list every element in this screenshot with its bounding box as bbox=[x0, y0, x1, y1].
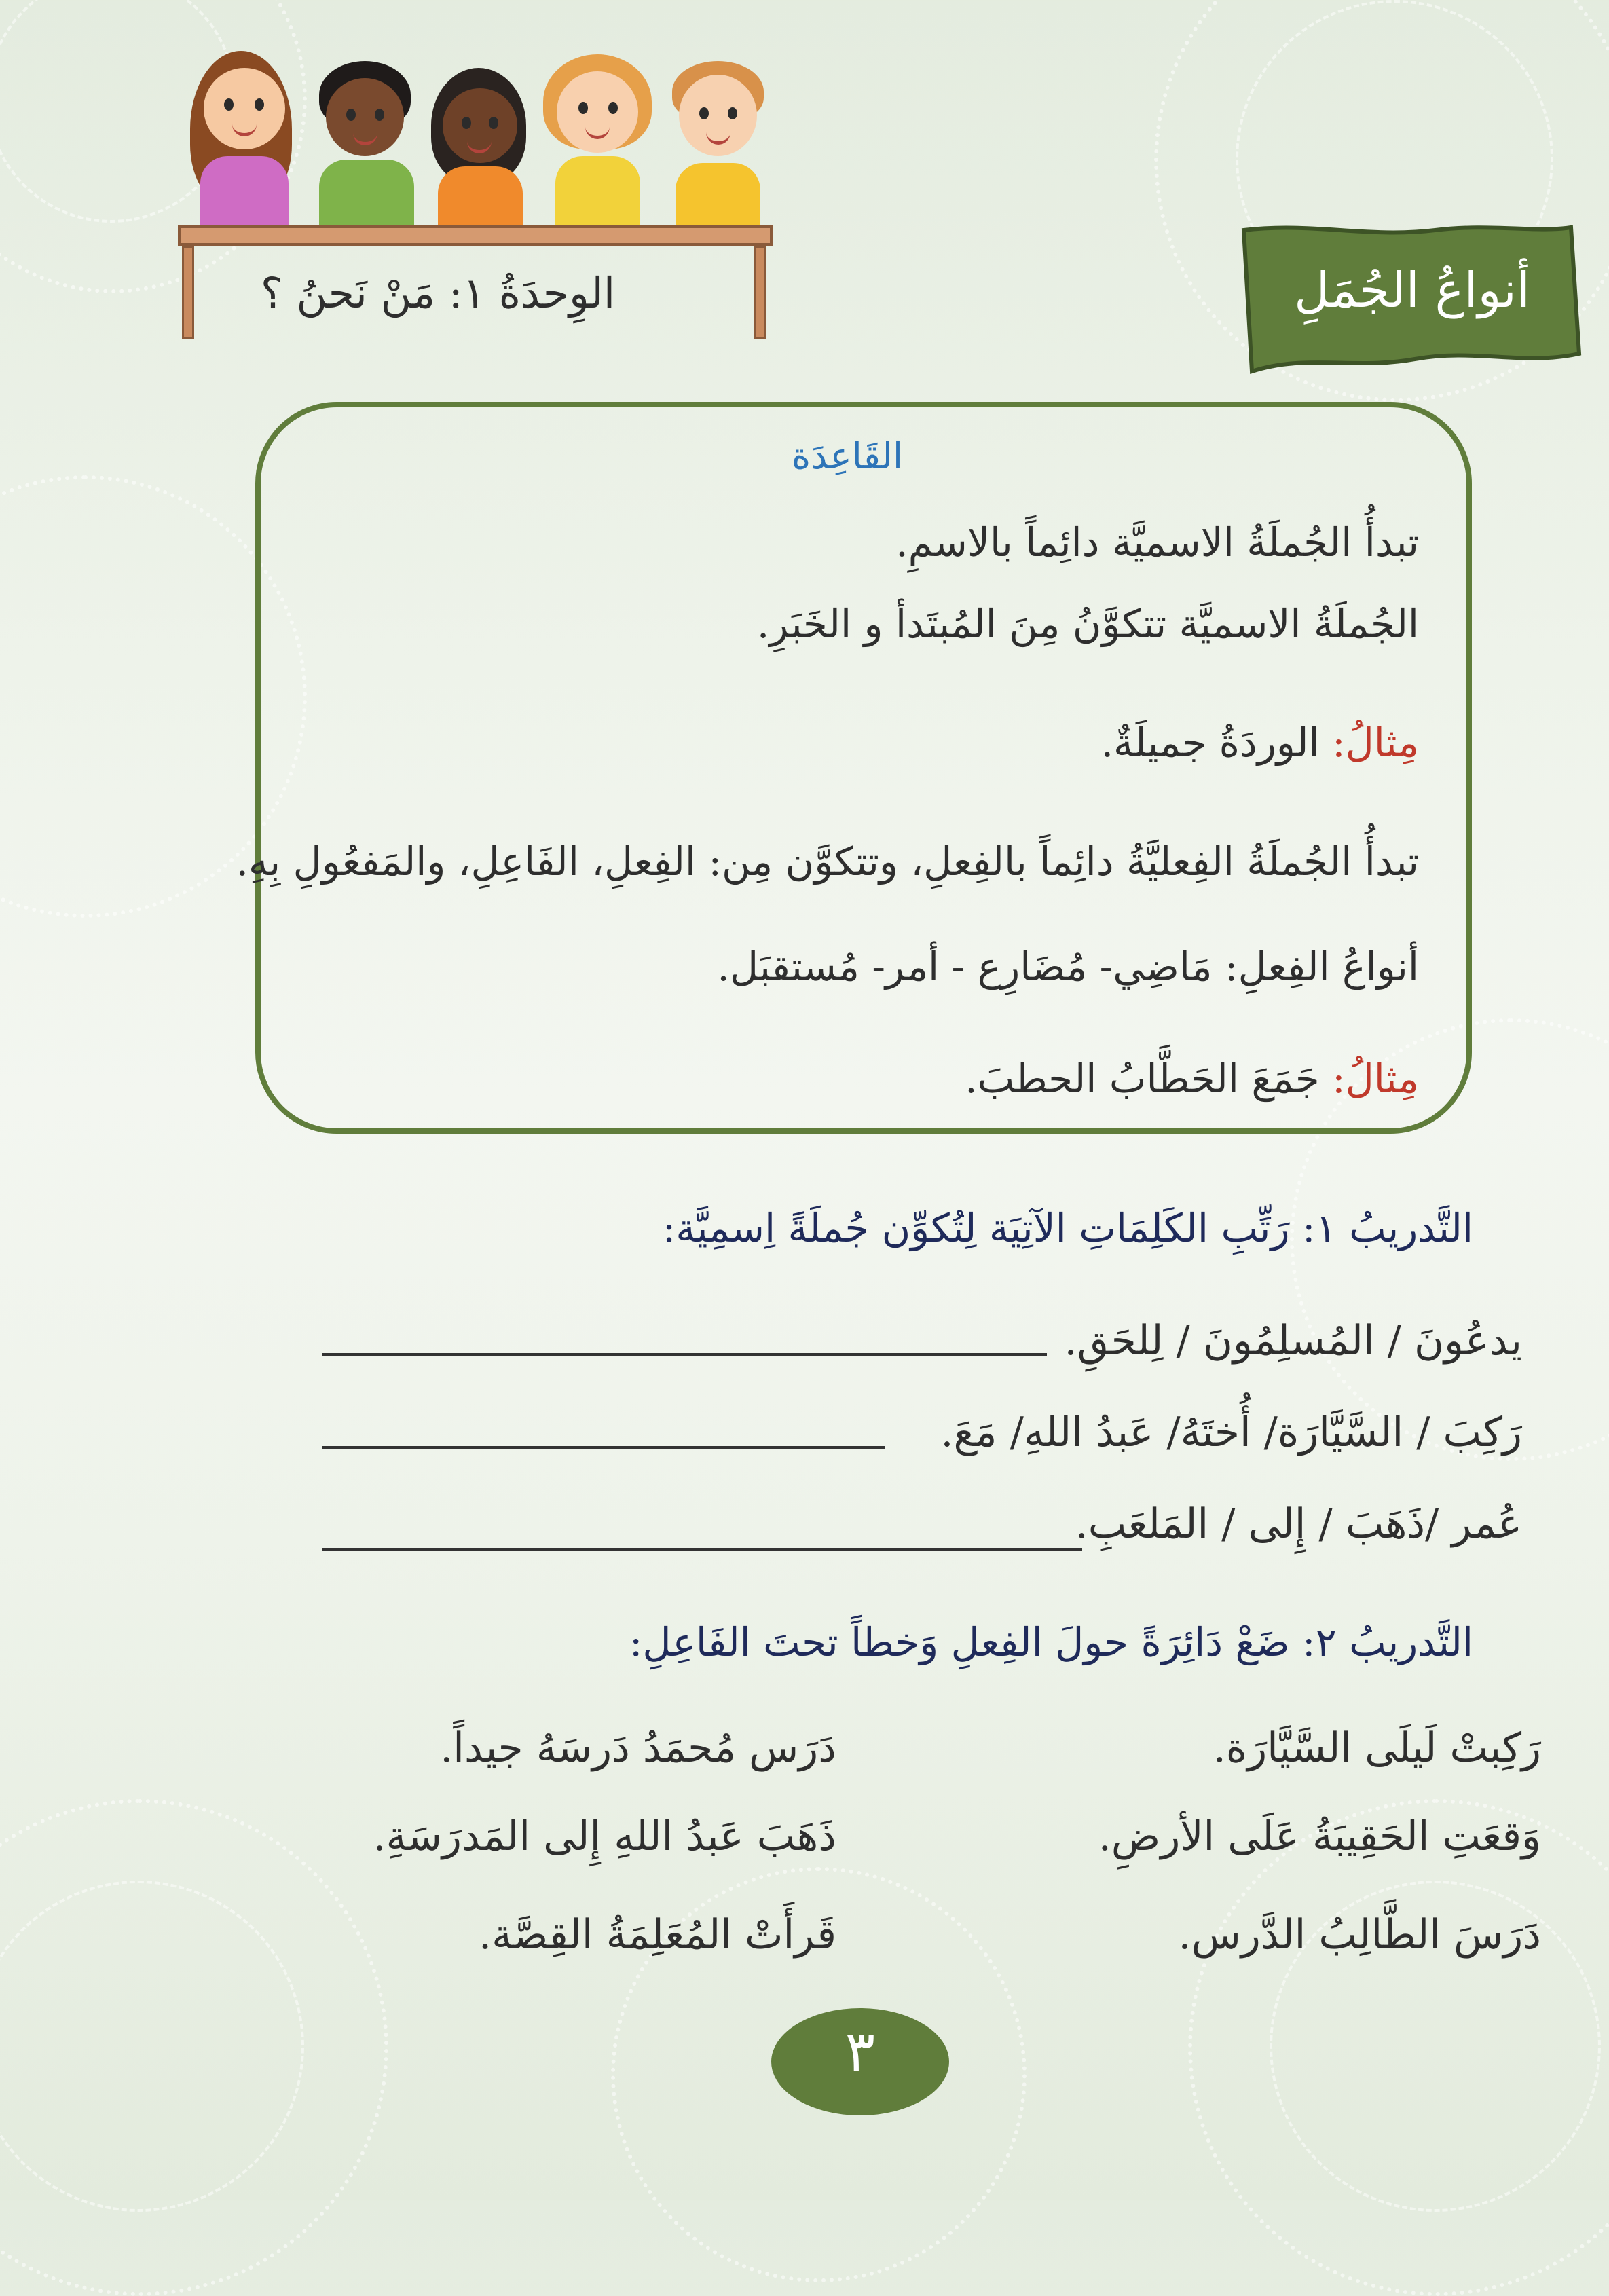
rule-example-1 bbox=[1101, 720, 1419, 766]
desk-leg bbox=[182, 246, 194, 339]
desk-top bbox=[178, 225, 773, 246]
rule-line-2: الجُملَةُ الاسميَّة تتكوَّنُ مِنَ المُبتَدأ و الخَبَرِ. bbox=[756, 601, 1419, 647]
example-text: الوردَةُ جميلَةٌ. bbox=[1101, 720, 1333, 766]
girl-blonde-hair bbox=[550, 54, 659, 244]
exercise-2-sentence[interactable]: وَقعَتِ الحَقِيبَةُ عَلَى الأرضِ. bbox=[1098, 1813, 1541, 1860]
rule-box bbox=[255, 402, 1472, 1134]
girl-dark-hair bbox=[434, 68, 536, 244]
rule-line-1: تبدأُ الجُملَةُ الاسميَّة دائِماً بالاسمِ. bbox=[895, 519, 1419, 566]
topic-title: أنواعُ الجُمَلِ bbox=[1294, 261, 1530, 318]
answer-line-2[interactable] bbox=[322, 1446, 885, 1449]
exercise-2-sentence[interactable]: دَرَس مُحمَدُ دَرسَهُ جيداً. bbox=[440, 1724, 836, 1772]
exercise-1-title: التَّدريبُ ١: رَتِّبِ الكَلِمَاتِ الآتِيَة لِتُكوِّن جُملَةً اِسمِيَّة: bbox=[662, 1205, 1473, 1251]
boy-light-hair bbox=[672, 61, 774, 244]
unit-title: الوِحدَةُ ١: مَنْ نَحنُ ؟ bbox=[260, 268, 616, 318]
desk-leg bbox=[754, 246, 766, 339]
girl-brown-hair bbox=[197, 54, 306, 244]
answer-line-3[interactable] bbox=[322, 1548, 1082, 1551]
exercise-2-sentence[interactable]: دَرَسَ الطَّالِبُ الدَّرس. bbox=[1178, 1911, 1541, 1959]
rule-line-4: أنواعُ الفِعلِ: مَاضِي- مُضَارِع - أمر- مُستقبَل. bbox=[717, 944, 1419, 990]
example-text: جَمَعَ الحَطَّابُ الحطبَ. bbox=[965, 1056, 1333, 1102]
exercise-1-row-1: يدعُونَ / المُسلِمُونَ / لِلحَقِ. bbox=[1064, 1317, 1522, 1365]
page-number: ٣ bbox=[845, 2020, 876, 2084]
exercise-2-sentence[interactable]: قَرأَتْ المُعَلِمَةُ القِصَّة. bbox=[479, 1911, 836, 1959]
example-label: مِثالُ: bbox=[1332, 720, 1419, 766]
answer-line-1[interactable] bbox=[322, 1353, 1047, 1356]
rule-line-3: تبدأُ الجُملَةُ الفِعليَّةُ دائِماً بالفِعلِ، وتتكوَّن مِن: الفِعلِ، الفَاعِلِ، والمَفعُولِ بِهِ. bbox=[236, 838, 1419, 885]
exercise-2-sentence[interactable]: ذَهَبَ عَبدُ اللهِ إِلى المَدرَسَةِ. bbox=[373, 1813, 836, 1860]
boy-dark-hair bbox=[319, 61, 421, 244]
children-illustration bbox=[170, 27, 781, 244]
exercise-1-row-3: عُمر /ذَهَبَ / إِلى / المَلعَبِ. bbox=[1075, 1500, 1522, 1548]
rule-heading: القَاعِدَة bbox=[791, 434, 903, 477]
example-label: مِثالُ: bbox=[1332, 1056, 1419, 1102]
exercise-2-title: التَّدريبُ ٢: ضَعْ دَائِرَةً حولَ الفِعلِ وَخطاً تحتَ الفَاعِلِ: bbox=[629, 1619, 1473, 1665]
exercise-1-row-2: رَكِبَ / السَّيَّارَة/ أُختَهُ/ عَبدُ اللهِ/ مَعَ. bbox=[940, 1409, 1522, 1456]
rule-example-2 bbox=[965, 1056, 1419, 1102]
exercise-2-sentence[interactable]: رَكِبتْ لَيلَى السَّيَّارَة. bbox=[1213, 1724, 1541, 1772]
